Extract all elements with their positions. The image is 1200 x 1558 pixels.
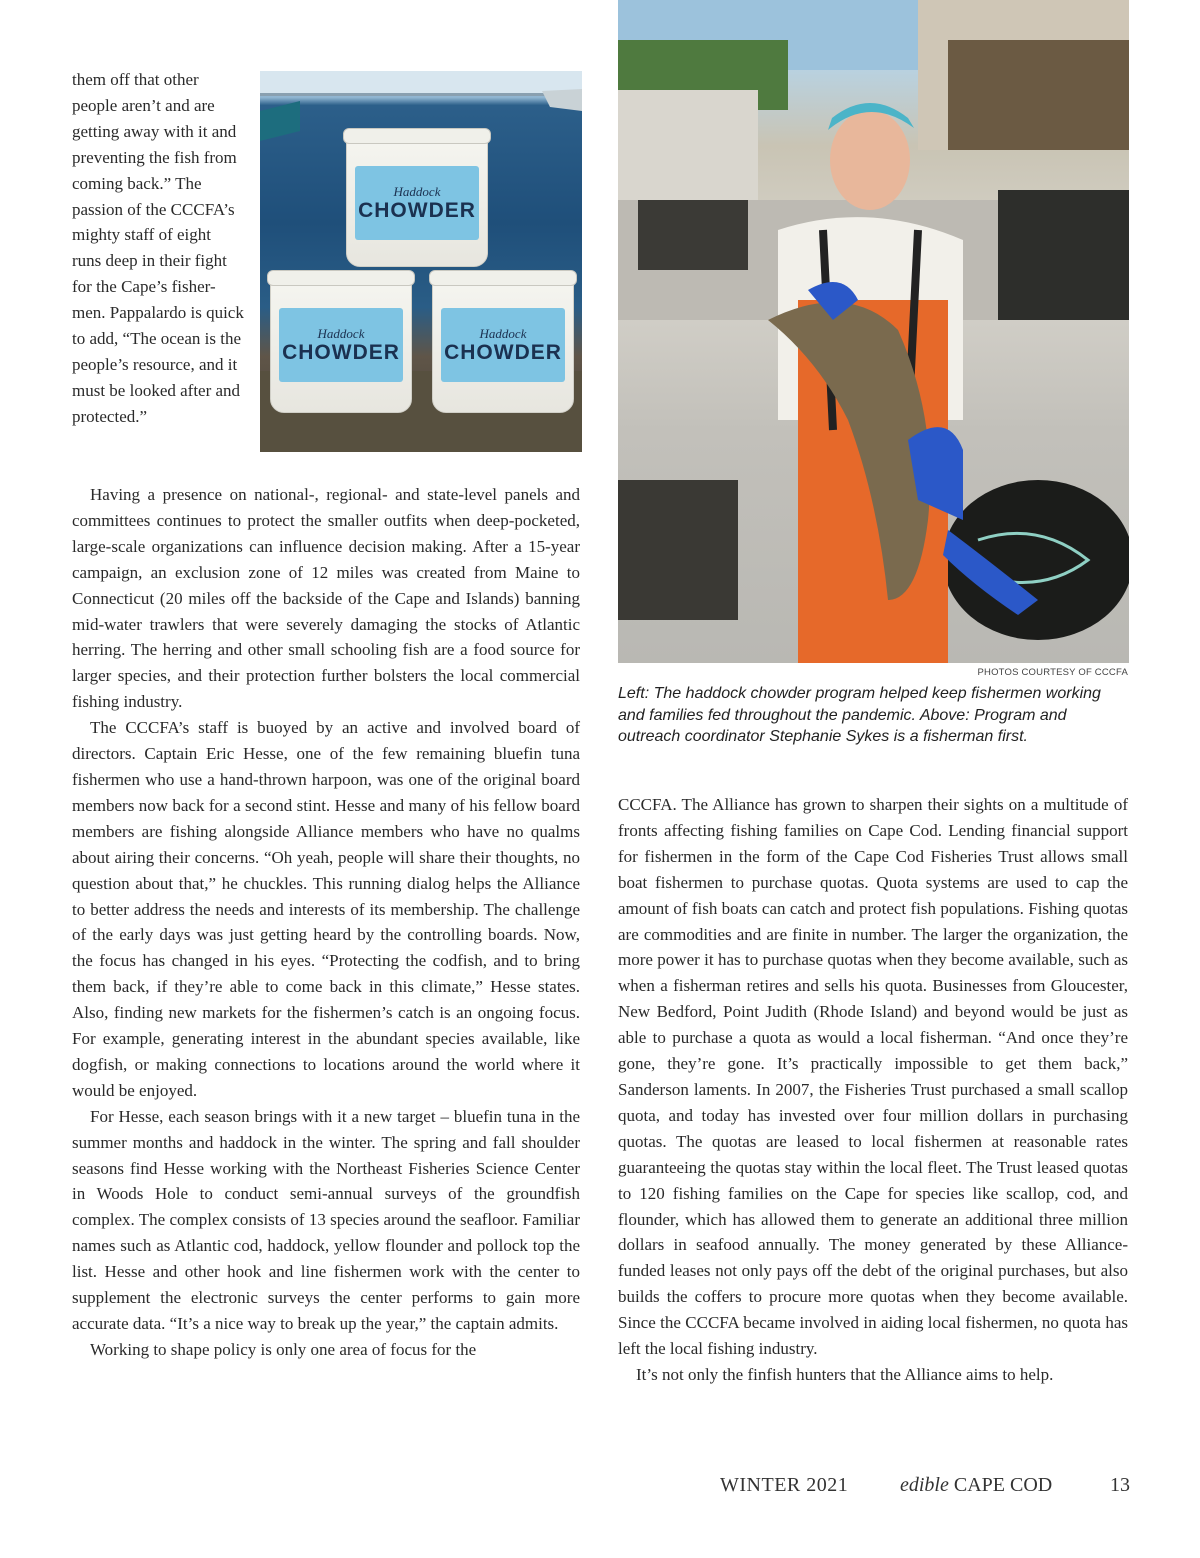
chowder-tub [346,135,488,267]
body-paragraph: For Hesse, each season brings with it a new target – bluefin tuna in the summer months and haddock in the winter. The spring and fall shoulder seasons find Hesse working with the Northeast Fisheries Science Center in Woods Hole to conduct semi-annual surveys of the groundfish complex. The complex consists of 13 species around the seafloor. Familiar names such as Atlantic cod, haddock, yellow flounder and pollock top the list. Hesse and other hook and line fishermen work with the center to supplement the electronic surveys the center performs to gain more accurate data. “It’s a nice way to break up the year,” the captain admits. [72,1106,580,1333]
publication-name: CAPE COD [953,1474,1053,1496]
footer-publication [900,1474,1052,1497]
face [830,110,910,210]
dock-scene [618,0,1129,663]
intro-text-column [72,67,244,430]
body-paragraph: The CCCFA’s staff is buoyed by an active and involved board of directors. Captain Eric Hesse, one of the few remaining bluefin tuna fishermen who use a hand-thrown harpoon, was one of the original board members now back for a second stint. Hesse and many of his fellow board members are fishing alongside Alliance members who have no qualms about airing their concerns. “Oh yeah, people will share their thoughts, no question about that,” he chuckles. This running dialog helps the Alliance to better address the needs and interests of its membership. The challenge of the early days was just getting heard by the controlling boards. Now, the focus has changed in his eyes. “Protecting the codfish, and to bring them back, if they’re able to come back in this climate,” Hesse states. Also, finding new markets for the fishermen’s catch is an ongoing focus. For example, generating interest in the abundant species available, like dogfish, or making connections to locations around the world where it would be enjoyed. [72,718,580,1100]
tub-label-line2: CHOWDER [444,340,562,364]
left-text-column [72,482,580,1363]
tub-label-line2: CHOWDER [358,198,476,222]
body-paragraph: CCCFA. The Alliance has grown to sharpen their sights on a multitude of fronts affecting fishing families on Cape Cod. Lending financial support for fishermen in the form of the Cape Cod Fisheries Trust allows small boat fishermen to purchase quotas. Quota systems are used to cap the amount of fish boats can catch and protect fish populations. Fishing quotas are commodities and are finite in number. The larger the organization, the more power it has to purchase quotas when they become available, such as when a fisherman retires and sells his quota. Businesses from Gloucester, New Bedford, Point Judith (Rhode Island) and beyond would be just as able to purchase a quota as would a local fisherman. “And once they’re gone, they’re gone. It’s practically impossible to get them back,” Sanderson laments. In 2007, the Fisheries Trust purchased a small scallop quota, and today has invested over four million dollars in purchasing quotas. The quotas are leased to local fishermen at reasonable rates guaranteeing the quotas stay within the local fleet. The Trust leased quotas to 120 fishing families on the Cape for species like scallop, cod, and flounder, which has allowed them to generate an additional three million dollars in seafood annually. The money generated by these Alliance-funded leases not only pays off the debt of the original purchases, but also builds the coffers to procure more quotas when they become available. Since the CCCFA became involved in aiding local fishermen, no quota has left the local fishing industry. [618,795,1128,1359]
chowder-tub [270,277,412,413]
chowder-photo [260,71,582,452]
body-paragraph: It’s not only the finfish hunters that the Alliance aims to help. [636,1364,1054,1384]
right-text-column [618,792,1128,1388]
tub-label-line1: Haddock [393,183,441,199]
body-paragraph: Working to shape policy is only one area of focus for the [90,1339,477,1359]
fisherman-photo [618,0,1129,663]
tub-label-line1: Haddock [479,325,527,341]
boat-hull [260,101,300,141]
body-paragraph: Having a presence on national-, regional- and state-level panels and committees continues to protect the smaller outfits when deep-pocketed, large-scale organizations can influence decision making. After a 15-year campaign, an exclusion zone of 12 miles was created from Maine to Connecticut (20 miles off the backside of the Cape and Islands) banning mid-water trawlers that were severely damaging the stocks of Atlantic herring. The herring and other small schooling fish are a food source for larger species, and their protection further bolsters the local commercial fishing industry. [72,485,580,712]
publication-prefix: edible [900,1474,949,1496]
intro-paragraph: them off that other people aren’t and are getting away with it and preventing the fish from coming back.” The passion of the CCCFA’s mighty staff of eight runs deep in their fight for the Cape’s fisher-men. Pappalardo is quick to add, “The ocean is the people’s resource, and it must be looked after and protected.” [72,70,244,426]
photo-caption: Left: The haddock chowder program helped keep fishermen working and families fed throughout the pandemic. Above: Program and outreach coordinator Stephanie Sykes is a fisherman first. [618,685,1101,745]
tub-label-line2: CHOWDER [282,340,400,364]
tub-label-line1: Haddock [317,325,365,341]
footer-issue: WINTER 2021 [720,1474,849,1496]
photo-credit: PHOTOS COURTESY OF CCCFA [977,667,1128,678]
chowder-tub [432,277,574,413]
page-number: 13 [1110,1474,1130,1496]
